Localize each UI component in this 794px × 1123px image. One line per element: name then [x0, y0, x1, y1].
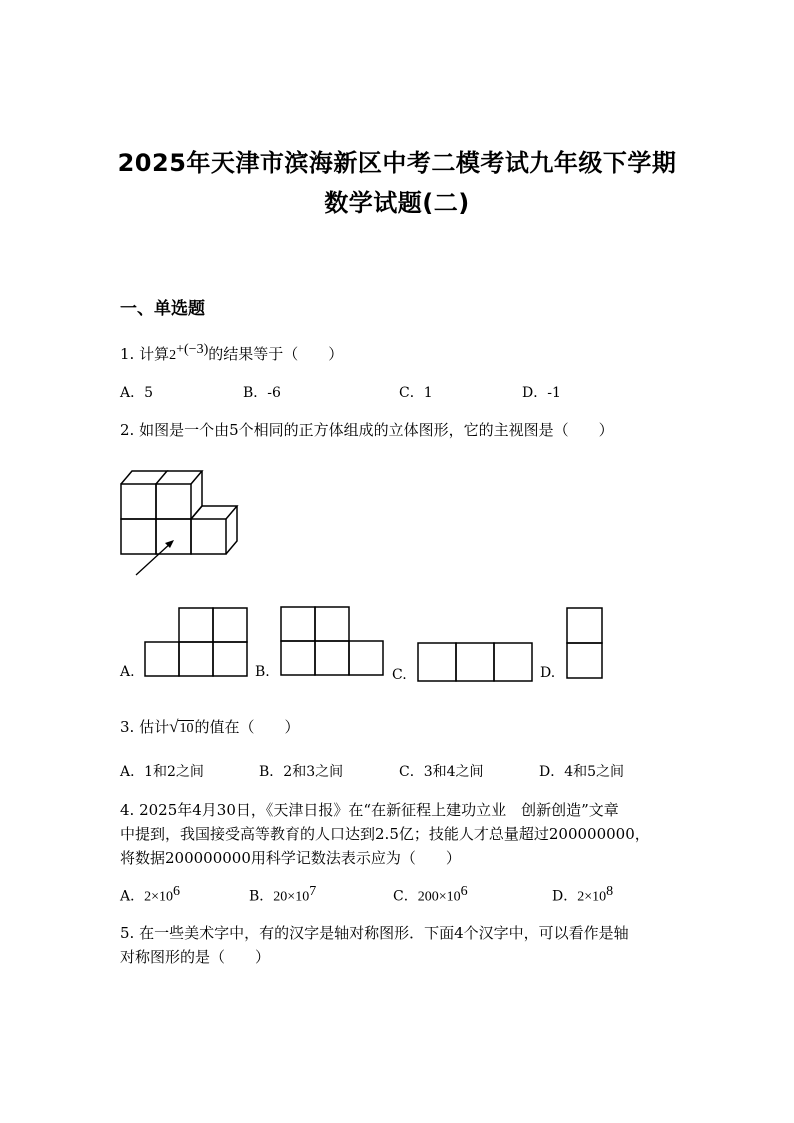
question-text: 如图是一个由5个相同的正方体组成的立体图形，它的主视图是（ ） [139, 421, 614, 439]
option-exponent: 6 [460, 884, 468, 899]
option-exponent: 6 [173, 884, 181, 899]
option-label: C． [393, 888, 418, 905]
radical-sign: √ [169, 717, 179, 736]
q2-option-d-figure [565, 606, 605, 680]
question-number: 3. [120, 718, 135, 736]
q3-option-d: D．4和5之间 [539, 764, 625, 780]
question-4-line2: 中提到，我国接受高等教育的人口达到2.5亿；技能人才总量超过200000000， [120, 825, 650, 843]
page-subtitle: 数学试题(二) [324, 189, 470, 217]
q4-option-d [552, 884, 613, 906]
question-5 [120, 922, 629, 943]
question-text-prefix: 估计 [139, 718, 170, 736]
question-text-line1: 在一些美术字中，有的汉字是轴对称图形．下面4个汉字中，可以看作是轴 [139, 924, 629, 942]
question-4-line3: 将数据200000000用科学记数法表示应为（ ） [120, 849, 461, 867]
q1-option-d: D．-1 [522, 385, 561, 401]
sqrt-expression [169, 717, 194, 737]
q1-option-b: B．-6 [243, 385, 281, 401]
q2-option-c-figure [416, 641, 536, 683]
question-text-suffix: 的结果等于（ ） [208, 345, 344, 363]
page-title: 2025年天津市滨海新区中考二模考试九年级下学期 [117, 149, 677, 177]
question-number: 5. [120, 924, 135, 942]
option-label: D． [552, 888, 578, 905]
radicand: 10 [179, 721, 194, 736]
q4-option-b [249, 884, 316, 906]
q2-option-b-figure [279, 606, 387, 678]
q2-option-a-figure [143, 607, 251, 679]
question-2 [120, 419, 614, 440]
question-number: 2. [120, 421, 135, 439]
q2-option-b-label: B. [255, 664, 270, 680]
option-mantissa: 2×10 [144, 889, 174, 905]
q4-option-c [393, 884, 468, 906]
question-3 [120, 716, 299, 737]
option-mantissa: 200×10 [417, 889, 461, 905]
q3-option-a: A．1和2之间 [120, 764, 204, 780]
question-5-line2: 对称图形的是（ ） [120, 948, 271, 966]
question-number: 4. [120, 801, 135, 819]
question-number: 1. [120, 345, 135, 363]
section-heading: 一、单选题 [120, 299, 205, 319]
question-text-prefix: 计算 [139, 345, 170, 363]
option-exponent: 8 [606, 884, 614, 899]
question-4 [120, 799, 619, 820]
option-mantissa: 20×10 [273, 889, 310, 905]
q1-option-c: C．1 [399, 385, 433, 401]
q4-option-a [120, 884, 180, 906]
option-label: B． [249, 888, 274, 905]
q2-option-a-label: A. [120, 664, 135, 680]
option-mantissa: 2×10 [577, 889, 607, 905]
question-1 [120, 342, 343, 364]
option-exponent: 7 [309, 884, 317, 899]
math-superscript: +(−3) [176, 342, 209, 357]
q2-option-c-label: C. [392, 667, 407, 683]
q2-option-d-label: D. [540, 665, 556, 681]
cube-figure [118, 464, 248, 579]
q3-option-c: C．3和4之间 [399, 764, 484, 780]
question-text-suffix: 的值在（ ） [194, 718, 300, 736]
option-label: A． [120, 888, 145, 905]
question-text-line1: 2025年4月30日，《天津日报》在“在新征程上建功立业 创新创造”文章 [139, 801, 619, 819]
math-base: 2 [169, 348, 177, 363]
q1-option-a: A．5 [120, 385, 154, 401]
q3-option-b: B．2和3之间 [259, 764, 344, 780]
